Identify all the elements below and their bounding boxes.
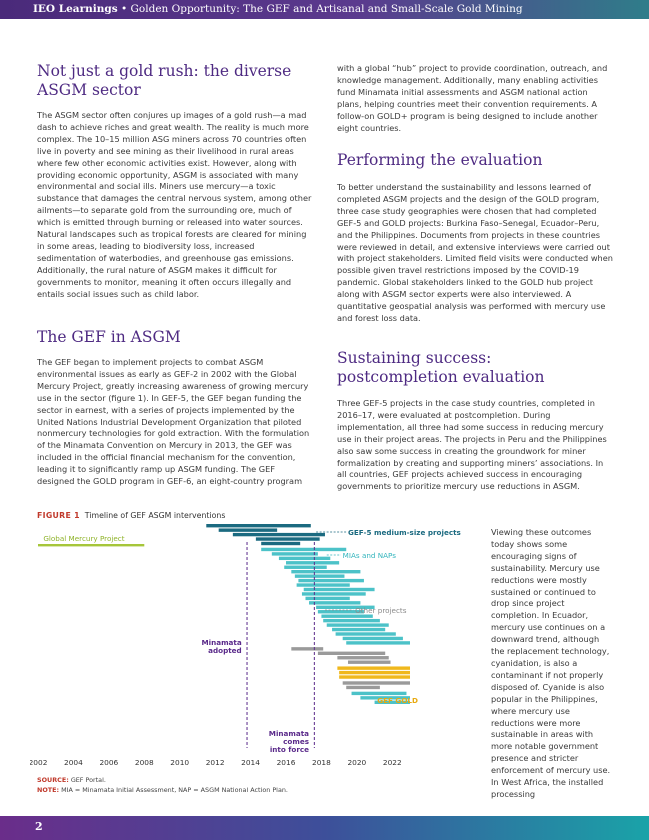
source-line	[37, 775, 288, 785]
x-tick-2008: 2008	[134, 758, 154, 767]
timeline-bar-2-16	[323, 619, 380, 622]
heading-performing-evaluation: Performing the evaluation	[337, 151, 543, 169]
x-tick-2014: 2014	[241, 758, 260, 767]
timeline-bar-1-1	[219, 528, 277, 531]
timeline-bar-1-4	[261, 542, 300, 545]
header-bullet: •	[120, 3, 128, 15]
label-minamata-force-2: comes	[283, 737, 310, 746]
figure-label: FIGURE 1	[37, 511, 80, 520]
label-other: Other projects	[355, 606, 407, 615]
x-tick-2006: 2006	[99, 758, 119, 767]
para-performing-evaluation: To better understand the sustainability and lessons learned of completed ASGM projects and the design of the GOLD program, three case study geographies were chosen that had completed GEF-5 and GOLD projects: Burkina Faso–Senegal, Ecuador–Peru, and the Philippines. Documents from projects in these countries were reviewed in detail, and extensive interviews were carried out with project stakeholders. Limited field visits were conducted when possible given travel restrictions imposed by the COVID-19 pandemic. Global stakeholders linked to the GOLD hub project along with ASGM sector experts were also interviewed. A quantitative geospatial analysis was performed with mercury use and forest loss data.	[337, 182, 613, 323]
para-sustaining-success-2: Viewing these outcomes today shows some encouraging signs of sustainability. Mercury use reductions were mostly sustained or continued to drop since project completion. In Ecuador, mercury use continues on a downward trend, although the replacement technology, cyanidation, is also a contaminant if not properly disposed of. Cyanide is also popular in the Philippines, where mercury use reductions were more sustainable in areas with more notable government presence and stricter enforcement of mercury use. In West Africa, the installed processing	[491, 527, 611, 799]
x-tick-2002: 2002	[30, 758, 48, 767]
label-minamata-force-1: Minamata	[268, 729, 310, 738]
para-diverse-asgm: The ASGM sector often conjures up images of a gold rush—a mad dash to achieve riches and great wealth. The reality is much more complex. The 10–15 million ASG miners across 70 countries often live in poverty and see mining as their livelihood in rural areas where few other economic activities exist. However, along with providing economic opportunity, ASGM is associated with many environmental and social ills. Miners use mercury—a toxic substance that damages the central nervous system, among other ailments—to separate gold from the surrounding ore, much of which is emitted through burning or released into water sources. Natural landscapes such as tropical forests are cleared for mining in some areas, leading to biodiversity loss, increased sedimentation of waterbodies, and greenhouse gas emissions. Additionally, the rural nature of ASGM makes it difficult for governments to monitor, meaning it often occurs illegally and entails social issues such as child labor.	[37, 110, 312, 299]
x-tick-2012: 2012	[205, 758, 225, 767]
figure-title	[37, 511, 225, 520]
timeline-bar-2-2	[279, 557, 330, 560]
timeline-bar-1-3	[256, 537, 320, 540]
timeline-bar-2-3	[286, 561, 339, 564]
x-tick-2022: 2022	[382, 758, 402, 767]
timeline-bar-2-6	[295, 574, 345, 577]
x-tick-2010: 2010	[170, 758, 190, 767]
note-label: NOTE:	[37, 786, 60, 794]
figure-source	[37, 775, 288, 795]
timeline-bar-4-2	[339, 675, 410, 678]
timeline-bar-2-0	[261, 548, 346, 551]
x-tick-2020: 2020	[347, 758, 367, 767]
timeline-bar-2-4	[284, 566, 327, 569]
header-bar	[0, 0, 649, 19]
timeline-bar-2-18	[332, 628, 385, 631]
x-tick-2004: 2004	[64, 758, 83, 767]
report-name: IEO Learnings	[33, 3, 118, 15]
timeline-bar-2-8	[297, 583, 350, 586]
timeline-bar-2-12	[309, 601, 360, 604]
note-line	[37, 785, 288, 795]
running-header	[33, 0, 523, 19]
page-number: 2	[35, 820, 43, 833]
report-title: Golden Opportunity: The GEF and Artisanal and Small-Scale Gold Mining	[130, 3, 523, 15]
timeline-bar-2-5	[291, 570, 360, 573]
timeline-chart-svg	[30, 522, 470, 772]
timeline-bar-3-1	[318, 652, 385, 655]
timeline-bar-1-2	[233, 533, 325, 536]
label-gmp: Global Mercury Project	[43, 534, 125, 543]
timeline-bar-3-3	[348, 661, 391, 664]
source-label: SOURCE:	[37, 776, 69, 784]
label-minamata-force-3: into force	[269, 745, 310, 754]
timeline-bar-6-0	[352, 692, 407, 695]
timeline-bar-2-17	[327, 623, 389, 626]
timeline-bar-3-0	[291, 647, 323, 650]
figure-caption: Timeline of GEF ASGM interventions	[84, 511, 226, 520]
timeline-bar-2-19	[336, 632, 396, 635]
timeline-bar-4-0	[337, 666, 410, 669]
timeline-bar-5-1	[346, 686, 380, 689]
para-gef-in-asgm-cont: with a global “hub” project to provide coordination, outreach, and knowledge management. Additionally, many enabling activities fund Minamata initial assessments and ASGM national action plans, helping countries meet their convention requirements. A follow-on GOLD+ program is being designed to include another eight countries.	[337, 63, 608, 133]
timeline-bar-4-1	[339, 671, 410, 674]
source-text: GEF Portal.	[70, 776, 106, 784]
timeline-bar-2-1	[272, 552, 318, 555]
label-mias: MIAs and NAPs	[342, 551, 397, 560]
timeline-bar-2-10	[302, 592, 366, 595]
heading-sustaining-success: Sustaining success: postcompletion evaluation	[337, 349, 545, 386]
label-minamata-adopted-1: Minamata	[201, 638, 242, 647]
footer-bar	[0, 816, 649, 840]
timeline-bar-2-21	[346, 641, 410, 644]
para-sustaining-success: Three GEF-5 projects in the case study countries, completed in 2016–17, were evaluated at postcompletion. During implementation, all three had some success in reducing mercury use in their project areas. The projects in Peru and the Philippines also saw some success in creating the groundwork for miner formalization by creating and supporting miners’ associations. In all countries, GEF projects achieved success in encouraging governments to prioritize mercury use reductions in ASGM.	[337, 398, 607, 492]
timeline-bar-2-15	[321, 615, 372, 618]
x-tick-2016: 2016	[276, 758, 296, 767]
note-text: MIA = Minamata Initial Assessment, NAP = ASGM National Action Plan.	[61, 786, 288, 794]
label-minamata-adopted-2: adopted	[208, 646, 242, 655]
heading-gef-in-asgm: The GEF in ASGM	[37, 328, 181, 346]
timeline-bar-2-7	[298, 579, 364, 582]
label-gef5: GEF-5 medium-size projects	[348, 528, 461, 537]
label-gold: GEF GOLD	[377, 696, 418, 705]
global-mercury-project-bar	[38, 544, 144, 546]
para-gef-in-asgm: The GEF began to implement projects to combat ASGM environmental issues as early as GEF-2 in 2002 with the Global Mercury Project, greatly increasing awareness of growing mercury use in the sector (figure 1). In GEF-5, the GEF began funding the sector in earnest, with a series of projects implemented by the United Nations Industrial Development Organization that piloted nonmercury technologies for gold extraction. With the formulation of the Minamata Convention on Mercury in 2013, the GEF was included in the official financial mechanism for the convention, leading it to significantly ramp up ASGM funding. The GEF designed the GOLD program in GEF-6, an eight-country program	[37, 357, 310, 487]
timeline-bar-2-20	[343, 637, 403, 640]
x-tick-2018: 2018	[312, 758, 331, 767]
timeline-bar-3-2	[337, 656, 388, 659]
timeline-bar-1-0	[206, 524, 311, 527]
timeline-bar-2-11	[305, 597, 349, 600]
timeline-bar-5-0	[343, 681, 410, 684]
timeline-chart	[30, 522, 470, 772]
heading-diverse-asgm: Not just a gold rush: the diverse ASGM sector	[37, 62, 292, 99]
